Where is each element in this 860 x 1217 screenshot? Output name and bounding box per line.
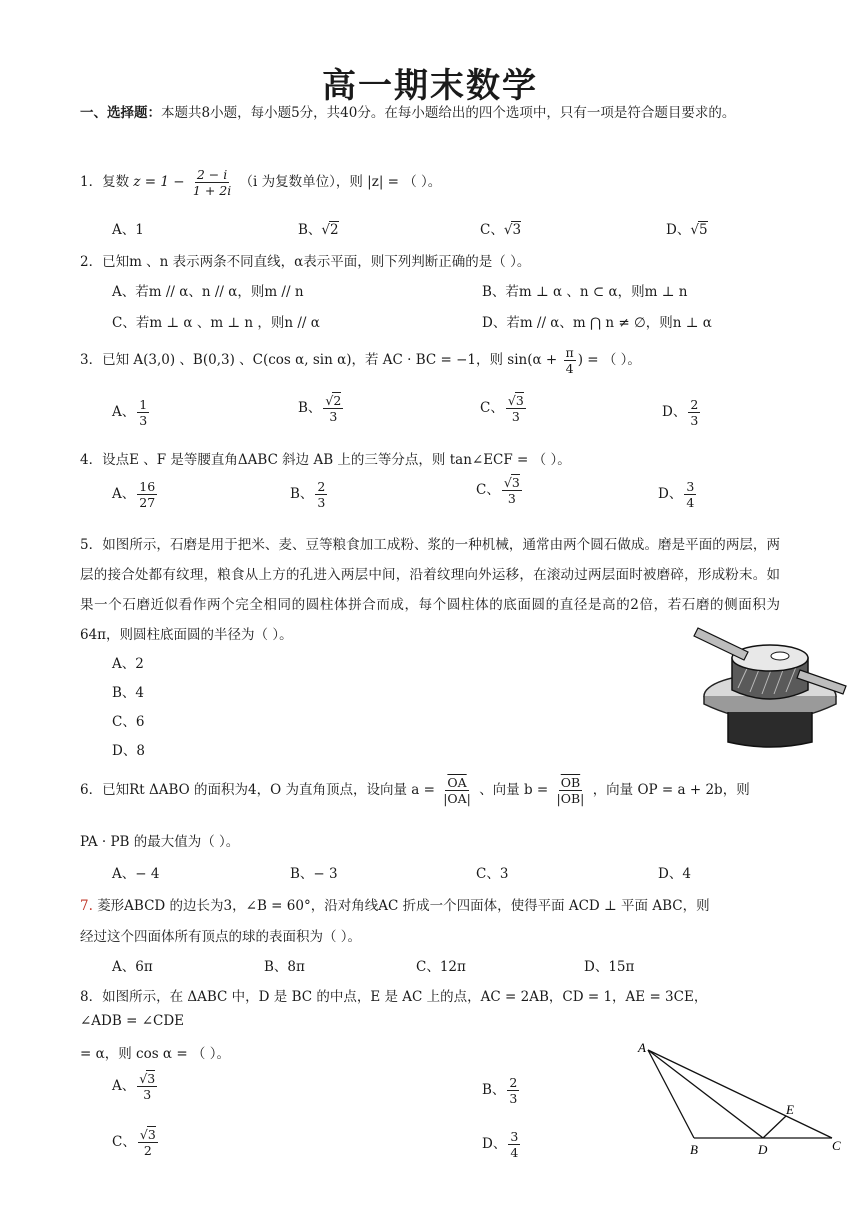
denominator: 2 bbox=[143, 1143, 152, 1159]
option-label: D、 bbox=[482, 1136, 507, 1153]
segment-ad bbox=[648, 1050, 763, 1138]
q1-option-c[interactable]: C、√3 bbox=[480, 222, 522, 238]
option-label: B、 bbox=[298, 400, 322, 417]
denominator: 1 + 2i bbox=[192, 183, 232, 199]
q5-option-a[interactable]: A、2 bbox=[112, 656, 144, 672]
numerator: 3 bbox=[147, 1071, 156, 1086]
question-7-stem-line2: 经过这个四面体所有顶点的球的表面积为（ ）。 bbox=[80, 929, 362, 945]
denominator: 3 bbox=[507, 491, 516, 507]
denominator: 3 bbox=[317, 495, 326, 511]
q7-option-d[interactable]: D、15π bbox=[584, 959, 635, 975]
fraction: $\frac{√3}{3}$ bbox=[503, 475, 520, 507]
q4-option-d[interactable] bbox=[658, 480, 698, 509]
option-label: A、 bbox=[112, 222, 136, 238]
section-instructions: 本题共8小题，每小题5分，共40分。在每小题给出的四个选项中，只有一项是符合题目要求的。 bbox=[161, 105, 736, 121]
numerator: 2 − i bbox=[196, 167, 228, 182]
vertex-label-a: A bbox=[638, 1040, 646, 1055]
numerator: 3 bbox=[686, 479, 695, 494]
segment-de bbox=[763, 1116, 786, 1138]
option-value: 2 bbox=[330, 222, 339, 238]
q8-option-a[interactable] bbox=[112, 1072, 159, 1101]
section-intro bbox=[80, 98, 780, 128]
option-label: D、 bbox=[658, 486, 683, 503]
numerator: 3 bbox=[511, 475, 520, 490]
fraction: $\frac{√3}{3}$ bbox=[507, 393, 524, 425]
question-3-stem bbox=[80, 346, 641, 375]
q7-option-b[interactable]: B、8π bbox=[264, 959, 305, 975]
option-label: B、 bbox=[482, 1082, 506, 1099]
fraction: $\frac{√3}{2}$ bbox=[139, 1127, 156, 1159]
question-4-stem: 4．设点E 、F 是等腰直角ΔABC 斜边 AB 上的三等分点，则 tan∠ECF = （ ）。 bbox=[80, 452, 571, 468]
q4-option-b[interactable] bbox=[290, 480, 329, 509]
question-text: 、向量 b = bbox=[479, 782, 549, 799]
numerator: 2 bbox=[317, 479, 326, 494]
denominator: 3 bbox=[143, 1087, 152, 1103]
option-value: 3 bbox=[512, 222, 522, 238]
numerator: π bbox=[565, 345, 574, 360]
question-text: 6．已知Rt ΔABO 的面积为4，O 为直角顶点，设向量 a = bbox=[80, 782, 435, 799]
q5-option-c[interactable]: C、6 bbox=[112, 714, 145, 730]
question-text: （i 为复数单位），则 |z| = （ ）。 bbox=[239, 174, 442, 191]
fraction bbox=[137, 398, 149, 427]
fraction bbox=[137, 480, 157, 509]
vertex-label-b: B bbox=[690, 1142, 698, 1157]
option-label: D、 bbox=[666, 222, 691, 238]
q2-option-d[interactable]: D、若m // α、m ⋂ n ≠ ∅，则n ⊥ α bbox=[482, 315, 712, 331]
option-label: C、 bbox=[480, 222, 504, 238]
millstone-illustration bbox=[688, 618, 848, 750]
fraction bbox=[555, 776, 587, 805]
fraction bbox=[508, 1130, 520, 1159]
q1-option-b[interactable]: B、√2 bbox=[298, 222, 339, 238]
q8-option-d[interactable] bbox=[482, 1130, 522, 1159]
q2-option-b[interactable]: B、若m ⊥ α 、n ⊂ α，则m ⊥ n bbox=[482, 284, 688, 300]
numerator: 2 bbox=[690, 397, 699, 412]
numerator: 2 bbox=[333, 393, 342, 408]
fraction: $\frac{√2}{3}$ bbox=[325, 393, 342, 425]
denominator: 4 bbox=[686, 495, 695, 511]
denominator: 4 bbox=[510, 1145, 519, 1161]
question-number: 7. bbox=[80, 898, 93, 914]
fraction bbox=[564, 346, 576, 375]
fraction bbox=[191, 168, 233, 197]
q6-option-a[interactable]: A、− 4 bbox=[112, 866, 160, 882]
section-heading: 一、选择题： bbox=[80, 105, 161, 121]
numerator: 3 bbox=[510, 1129, 519, 1144]
q2-option-c[interactable]: C、若m ⊥ α 、m ⊥ n ，则n // α bbox=[112, 315, 320, 331]
vertex-label-c: C bbox=[832, 1138, 841, 1153]
question-8-stem-line2: ∠ADB = ∠CDE bbox=[80, 1013, 185, 1029]
side-ab bbox=[648, 1050, 694, 1138]
q3-option-b[interactable] bbox=[298, 394, 345, 423]
numerator: $\overline{OA}$ bbox=[447, 775, 467, 790]
question-1-stem bbox=[80, 168, 441, 197]
fraction bbox=[684, 480, 696, 509]
denominator: 4 bbox=[565, 361, 574, 377]
vertex-label-d: D bbox=[758, 1142, 768, 1157]
q7-option-a[interactable]: A、6π bbox=[112, 959, 153, 975]
q6-option-c[interactable]: C、3 bbox=[476, 866, 509, 882]
question-7-stem bbox=[80, 894, 710, 914]
numerator: 16 bbox=[139, 479, 156, 494]
option-label: C、 bbox=[476, 482, 500, 499]
math-expression: z = 1 − bbox=[133, 174, 185, 191]
q1-option-d[interactable]: D、√5 bbox=[666, 222, 708, 238]
q3-option-a[interactable] bbox=[112, 398, 151, 427]
question-5-stem: 5．如图所示，石磨是用于把米、麦、豆等粮食加工成粉、浆的一种机械，通常由两个圆石做成。磨是平面的两层，两层的接合处都有纹理，粮食从上方的孔进入两层中间，沿着纹理向外运移，在滚动过两层面时被磨碎，形成粉末。如果一个石磨近似看作两个完全相同的圆柱体拼合而成，每个圆柱体的底面圆的直径是高的2倍，若石磨的侧面积为64π，则圆柱底面圆的半径为（ ）。 bbox=[80, 537, 780, 643]
option-label: A、 bbox=[112, 486, 136, 503]
question-text: 菱形ABCD 的边长为3，∠B = 60°，沿对角线AC 折成一个四面体，使得平面 ACD ⊥ 平面 ABC，则 bbox=[97, 898, 710, 914]
q5-option-d[interactable]: D、8 bbox=[112, 743, 145, 759]
q3-option-c[interactable] bbox=[480, 394, 528, 423]
question-6-stem bbox=[80, 776, 750, 805]
denominator: 3 bbox=[329, 409, 338, 425]
side-ac bbox=[648, 1050, 832, 1138]
option-value: 5 bbox=[698, 222, 708, 238]
q3-option-d[interactable] bbox=[662, 398, 702, 427]
fraction bbox=[688, 398, 700, 427]
q5-option-b[interactable]: B、4 bbox=[112, 685, 145, 701]
denominator: 3 bbox=[690, 413, 699, 429]
question-8-stem-line3: = α，则 cos α = （ ）。 bbox=[80, 1046, 230, 1062]
numerator: 2 bbox=[509, 1075, 518, 1090]
q1-option-a[interactable] bbox=[112, 218, 144, 238]
question-text: ) = （ ）。 bbox=[577, 352, 641, 369]
option-label: D、 bbox=[662, 404, 687, 421]
page-title: 高一期末数学 bbox=[322, 66, 538, 106]
option-label: A、 bbox=[112, 404, 136, 421]
question-number: 1． bbox=[80, 174, 103, 191]
question-text: 复数 bbox=[102, 174, 130, 191]
option-value: 1 bbox=[135, 222, 144, 238]
numerator: 3 bbox=[147, 1127, 156, 1142]
triangle-figure bbox=[636, 1040, 846, 1160]
option-label: C、 bbox=[480, 400, 504, 417]
q8-option-b[interactable] bbox=[482, 1076, 521, 1105]
question-text: ，向量 OP = a + 2b，则 bbox=[592, 782, 750, 799]
fraction: $\frac{√3}{3}$ bbox=[139, 1071, 156, 1103]
q6-option-b[interactable]: B、− 3 bbox=[290, 866, 338, 882]
denominator: 3 bbox=[509, 1091, 518, 1107]
question-6-stem-line2: PA · PB 的最大值为（ ）。 bbox=[80, 834, 240, 850]
denominator: |OA| bbox=[443, 791, 471, 807]
question-8-stem: 8．如图所示，在 ΔABC 中，D 是 BC 的中点，E 是 AC 上的点，AC = 2AB，CD = 1，AE = 3CE， bbox=[80, 989, 708, 1005]
q8-option-c[interactable] bbox=[112, 1128, 160, 1157]
fraction bbox=[507, 1076, 519, 1105]
vertex-label-e: E bbox=[786, 1102, 794, 1117]
option-label: A、 bbox=[112, 1078, 136, 1095]
option-label: B、 bbox=[290, 486, 314, 503]
q6-option-d[interactable]: D、4 bbox=[658, 866, 691, 882]
option-label: B、 bbox=[298, 222, 322, 238]
question-text: 3．已知 A(3,0) 、B(0,3) 、C(cos α, sin α)，若 AC · BC = −1，则 sin(α + bbox=[80, 352, 558, 369]
numerator: $\overline{OB}$ bbox=[560, 775, 581, 790]
q2-option-a[interactable]: A、若m // α、n // α，则m // n bbox=[112, 284, 304, 300]
q7-option-c[interactable]: C、12π bbox=[416, 959, 466, 975]
numerator: 1 bbox=[139, 397, 148, 412]
denominator: |OB| bbox=[556, 791, 585, 807]
q4-option-c[interactable] bbox=[476, 476, 524, 505]
denominator: 3 bbox=[511, 409, 520, 425]
denominator: 3 bbox=[139, 413, 148, 429]
fraction bbox=[441, 776, 473, 805]
q4-option-a[interactable] bbox=[112, 480, 159, 509]
option-label: C、 bbox=[112, 1134, 136, 1151]
fraction bbox=[315, 480, 327, 509]
numerator: 3 bbox=[515, 393, 524, 408]
question-2-stem: 2．已知m 、n 表示两条不同直线，α表示平面，则下列判断正确的是（ ）。 bbox=[80, 254, 531, 270]
denominator: 27 bbox=[139, 495, 156, 511]
